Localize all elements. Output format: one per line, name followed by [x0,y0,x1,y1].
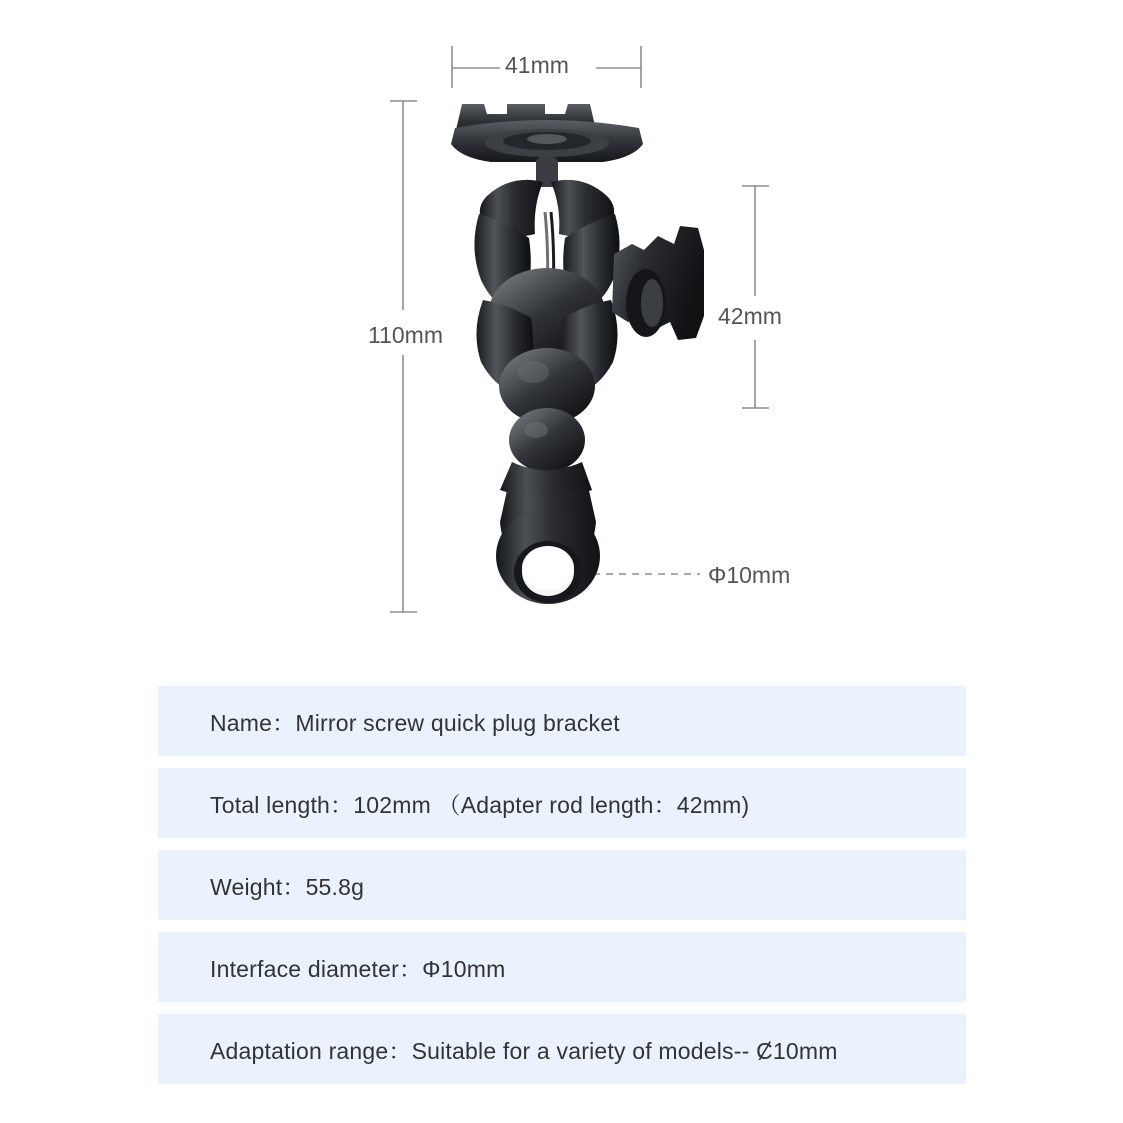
dimension-label-rod: 42mm [718,303,782,329]
spec-row-text: Name：Mirror screw quick plug bracket [210,709,620,736]
dimension-label-hole: Φ10mm [708,562,791,588]
spec-row-text: Total length：102mm （Adapter rod length：42mm) [210,791,750,818]
product-illustration [451,104,704,604]
quick-release-plate [451,104,643,187]
dimension-label-height: 110mm [368,322,443,348]
spec-row-interface-diameter [158,932,966,1002]
spec-row-weight [158,850,966,920]
specification-table [158,686,966,1096]
spec-row-name [158,686,966,756]
spec-row-total-length [158,768,966,838]
spec-row-text: Adaptation range：Suitable for a variety of models-- Ȼ10mm [210,1037,838,1064]
tightening-knob [612,226,704,340]
spec-row-text: Weight：55.8g [210,873,365,900]
spec-row-text: Interface diameter：Φ10mm [210,955,506,982]
lower-ball-and-stem [500,408,592,498]
spec-row-adaptation-range [158,1014,966,1084]
mounting-eyelet [496,486,600,604]
dimension-label-width: 41mm [505,52,569,78]
